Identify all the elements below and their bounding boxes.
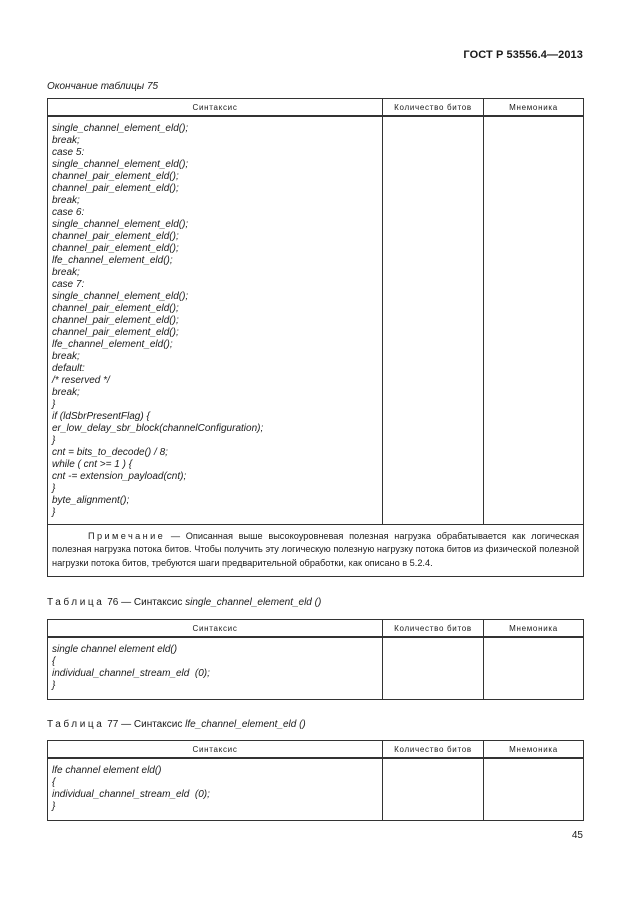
code-line: single_channel_element_eld();: [52, 291, 189, 302]
code-line: individual_channel_stream_eld (0);: [52, 668, 210, 679]
note-text: — Описанная выше высокоуровневая полезная нагрузка обрабатывается как логическая полезная нагрузка потока битов. Чтобы получить эту логическую полезную нагрузку потока битов из физической полезной нагрузки потока битов, требуются шаги предварительной обработки, как описано в 5.2.4.: [52, 530, 579, 568]
table-76-label: Таблица: [47, 597, 105, 608]
code-line: case 7:: [52, 279, 85, 290]
code-line: lfe_channel_element_eld();: [52, 255, 173, 266]
code-line: break;: [52, 267, 80, 278]
code-line: byte_alignment();: [52, 495, 130, 506]
syntax-cell: [48, 637, 383, 699]
code-line: }: [52, 801, 56, 812]
code-line: }: [52, 507, 56, 518]
note-cell: [48, 524, 584, 577]
column-header-bits: Количество битов: [383, 741, 484, 759]
code-line: individual_channel_stream_eld (0);: [52, 789, 210, 800]
table-note: [48, 525, 583, 577]
code-line: channel_pair_element_eld();: [52, 327, 179, 338]
code-block: [48, 759, 382, 816]
code-line: case 6:: [52, 207, 85, 218]
table-76-title-prefix: — Синтаксис: [118, 597, 186, 608]
bits-cell: [383, 758, 484, 820]
note-label: Примечание: [88, 530, 166, 541]
code-line: single_channel_element_eld();: [52, 123, 189, 134]
standard-number: ГОСТ Р 53556.4—2013: [463, 49, 583, 61]
code-block: [48, 117, 382, 522]
column-header-bits: Количество битов: [383, 620, 484, 638]
code-line: lfe_channel_element_eld();: [52, 339, 173, 350]
table-77-label: Таблица: [47, 719, 105, 730]
code-line: channel_pair_element_eld();: [52, 303, 179, 314]
table-75-caption: Окончание таблицы 75: [47, 81, 159, 92]
syntax-cell: [48, 758, 383, 820]
code-line: }: [52, 399, 56, 410]
code-line: /* reserved */: [52, 375, 110, 386]
column-header-bits: Количество битов: [383, 99, 484, 117]
code-line: break;: [52, 387, 80, 398]
code-line: cnt -= extension_payload(cnt);: [52, 471, 187, 482]
code-line: }: [52, 435, 56, 446]
table-76-title-func: single_channel_element_eld (): [185, 597, 322, 608]
code-line: if (ldSbrPresentFlag) {: [52, 411, 150, 422]
table-76-number: 76: [107, 597, 119, 608]
code-line: while ( cnt >= 1 ) {: [52, 459, 133, 470]
code-line: }: [52, 680, 56, 691]
bits-cell: [383, 637, 484, 699]
code-line: break;: [52, 135, 80, 146]
mnemonic-cell: [484, 116, 584, 524]
code-line: cnt = bits_to_decode() / 8;: [52, 447, 168, 458]
code-line: break;: [52, 351, 80, 362]
table-76-caption: [47, 597, 321, 608]
column-header-syntax: Синтаксис: [48, 620, 383, 638]
column-header-mnemonic: Мнемоника: [484, 741, 584, 759]
code-line: default:: [52, 363, 85, 374]
code-line: channel_pair_element_eld();: [52, 243, 179, 254]
table-77: [47, 740, 584, 821]
mnemonic-cell: [484, 758, 584, 820]
code-line: channel_pair_element_eld();: [52, 183, 179, 194]
code-line: er_low_delay_sbr_block(channelConfiguration);: [52, 423, 264, 434]
table-77-number: 77: [107, 719, 119, 730]
table-77-title-func: lfe_channel_element_eld (): [185, 719, 306, 730]
table-75: [47, 98, 584, 577]
syntax-cell: [48, 116, 383, 524]
column-header-syntax: Синтаксис: [48, 99, 383, 117]
code-line: {: [52, 656, 56, 667]
mnemonic-cell: [484, 637, 584, 699]
column-header-mnemonic: Мнемоника: [484, 620, 584, 638]
code-line: }: [52, 483, 56, 494]
code-line: channel_pair_element_eld();: [52, 231, 179, 242]
code-line: case 5:: [52, 147, 85, 158]
code-line: channel_pair_element_eld();: [52, 171, 179, 182]
table-77-title-prefix: — Синтаксис: [118, 719, 186, 730]
code-line: single channel element eld(): [52, 644, 178, 655]
code-line: {: [52, 777, 56, 788]
table-77-caption: [47, 719, 306, 730]
code-line: lfe channel element eld(): [52, 765, 162, 776]
table-76: [47, 619, 584, 700]
code-line: single_channel_element_eld();: [52, 219, 189, 230]
code-line: single_channel_element_eld();: [52, 159, 189, 170]
code-line: break;: [52, 195, 80, 206]
bits-cell: [383, 116, 484, 524]
page-number: 45: [571, 830, 583, 841]
code-block: [48, 638, 382, 695]
column-header-mnemonic: Мнемоника: [484, 99, 584, 117]
column-header-syntax: Синтаксис: [48, 741, 383, 759]
code-line: channel_pair_element_eld();: [52, 315, 179, 326]
